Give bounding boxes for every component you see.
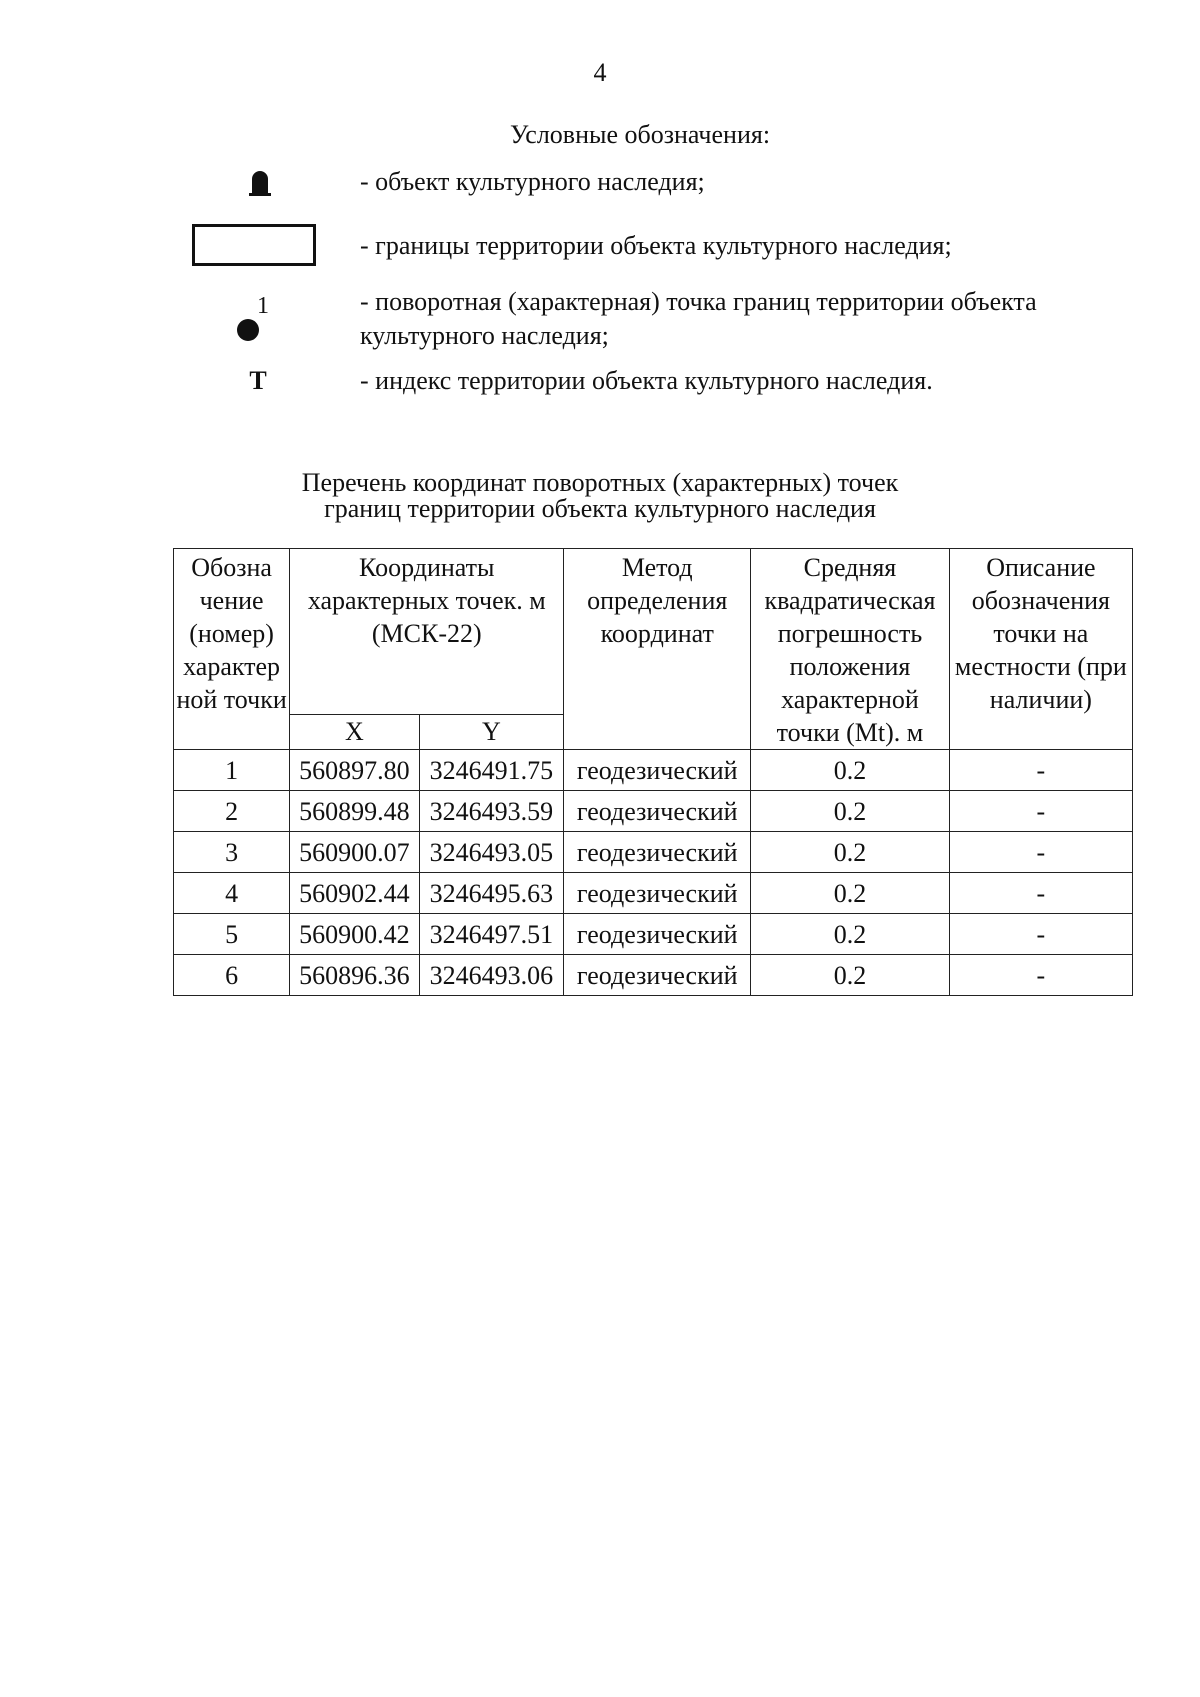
cell-method: геодезический (564, 750, 751, 791)
header-description: Описание обозначения точки на местности (при наличии) (949, 549, 1132, 750)
header-coordinates: Координаты характерных точек. м (МСК-22) (290, 549, 564, 715)
header-error: Средняя квадратическая погрешность положения характерной точки (Mt). м (751, 549, 950, 750)
cell-method: геодезический (564, 832, 751, 873)
table-title-line2: границ территории объекта культурного наследия (324, 494, 876, 523)
cell-number: 5 (174, 914, 290, 955)
page-number: 4 (593, 58, 607, 87)
cell-y: 3246497.51 (419, 914, 564, 955)
legend-text-boundary: - границы территории объекта культурного наследия; (360, 231, 952, 260)
cell-description: - (949, 791, 1132, 832)
cell-error: 0.2 (751, 832, 950, 873)
header-method: Метод определения координат (564, 549, 751, 750)
territory-index-icon: Т (249, 366, 267, 395)
cell-description: - (949, 750, 1132, 791)
cell-number: 4 (174, 873, 290, 914)
cell-method: геодезический (564, 914, 751, 955)
cell-error: 0.2 (751, 955, 950, 996)
boundary-rectangle-icon (192, 224, 316, 266)
cell-y: 3246491.75 (419, 750, 564, 791)
table-row (174, 832, 1133, 873)
legend-title: Условные обозначения: (510, 120, 771, 149)
cell-error: 0.2 (751, 914, 950, 955)
table-row (174, 873, 1133, 914)
table-row (174, 955, 1133, 996)
cell-x: 560900.42 (290, 914, 419, 955)
table-title (0, 470, 1200, 522)
header-y: Y (419, 715, 564, 750)
cell-y: 3246493.59 (419, 791, 564, 832)
cell-description: - (949, 873, 1132, 914)
cell-error: 0.2 (751, 873, 950, 914)
cell-x: 560900.07 (290, 832, 419, 873)
turning-point-icon (233, 293, 283, 343)
cell-method: геодезический (564, 873, 751, 914)
cell-description: - (949, 955, 1132, 996)
cell-description: - (949, 832, 1132, 873)
cell-method: геодезический (564, 955, 751, 996)
cell-number: 1 (174, 750, 290, 791)
cell-error: 0.2 (751, 791, 950, 832)
cell-x: 560897.80 (290, 750, 419, 791)
coordinates-table (173, 548, 1133, 996)
cell-x: 560896.36 (290, 955, 419, 996)
cell-x: 560899.48 (290, 791, 419, 832)
cell-description: - (949, 914, 1132, 955)
legend-text-territory-index: - индекс территории объекта культурного наследия. (360, 366, 933, 395)
legend-text-cultural-object: - объект культурного наследия; (360, 167, 705, 196)
cell-y: 3246493.05 (419, 832, 564, 873)
cell-method: геодезический (564, 791, 751, 832)
header-designation: Обозна чение (номер) характер ной точки (174, 549, 290, 750)
turning-point-number: 1 (257, 293, 269, 319)
legend-text-turning-point: - поворотная (характерная) точка границ территории объекта культурного наследия; (360, 287, 1037, 350)
cell-number: 2 (174, 791, 290, 832)
cell-number: 3 (174, 832, 290, 873)
table-title-line1: Перечень координат поворотных (характерных) точек (301, 468, 899, 497)
cell-error: 0.2 (751, 750, 950, 791)
cultural-object-icon (252, 171, 268, 196)
header-x: X (290, 715, 419, 750)
cell-y: 3246493.06 (419, 955, 564, 996)
cell-y: 3246495.63 (419, 873, 564, 914)
table-row (174, 791, 1133, 832)
table-row (174, 750, 1133, 791)
cell-x: 560902.44 (290, 873, 419, 914)
table-row (174, 914, 1133, 955)
cell-number: 6 (174, 955, 290, 996)
